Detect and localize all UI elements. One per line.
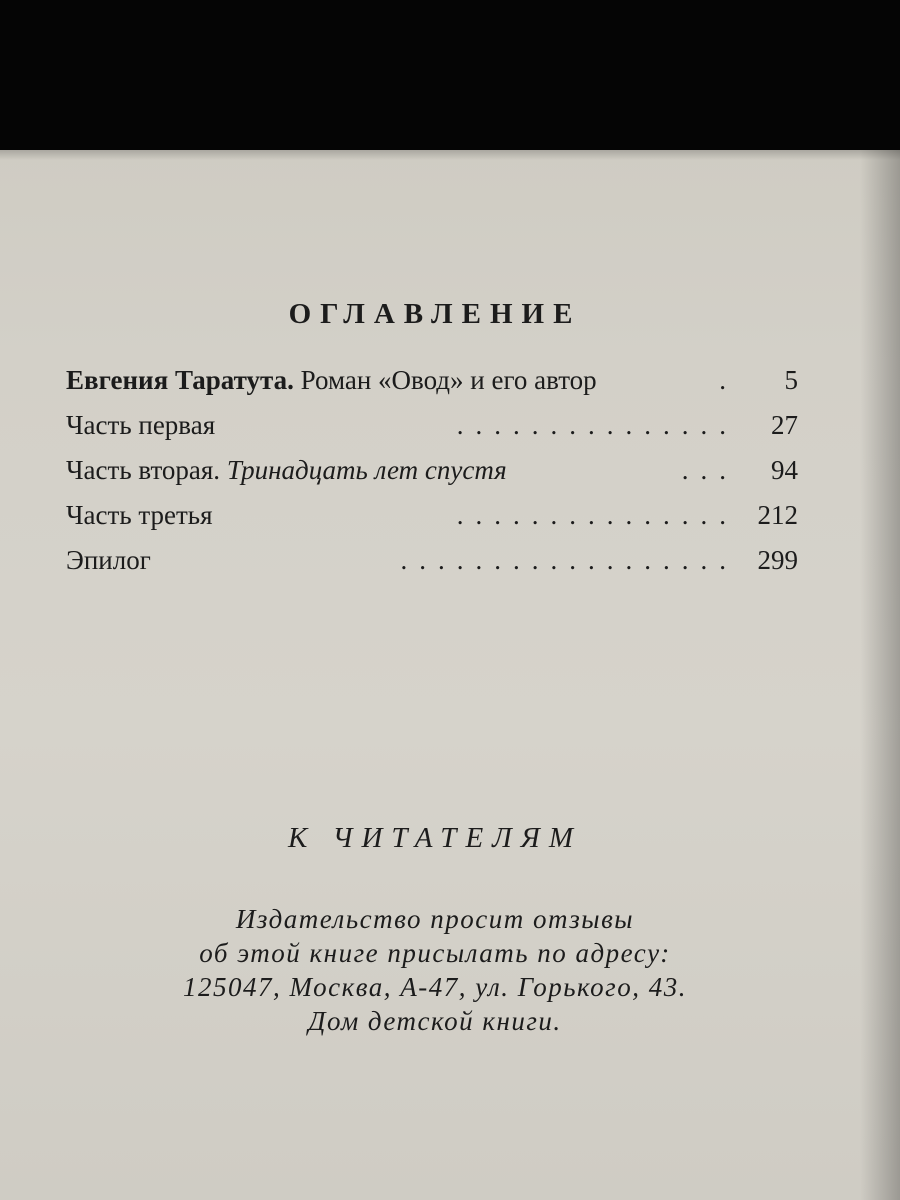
toc-leader-dots: ... [681, 455, 738, 485]
toc-heading: ОГЛАВЛЕНИЕ [288, 298, 582, 330]
readers-heading: К ЧИТАТЕЛЯМ [287, 822, 583, 854]
toc-entry-title: Эпилог [66, 545, 151, 575]
toc-entry-label [66, 365, 597, 396]
readers-notice [0, 902, 870, 1038]
toc-leader-dots: ............... [456, 500, 738, 530]
toc-page-number: 27 [771, 410, 798, 440]
toc-page-number: 212 [757, 500, 798, 530]
toc-entry-title: Роман «Овод» и его автор [293, 365, 597, 395]
toc-entry-title: Часть первая [66, 410, 216, 440]
toc-entry-title: Часть вторая. [66, 455, 227, 485]
toc-entry [66, 365, 798, 410]
toc-leader-dots: . [719, 365, 738, 395]
toc-leader-dots: .................. [400, 545, 738, 575]
toc-page-number: 5 [784, 365, 798, 395]
book-page [0, 150, 900, 1200]
toc-entry-label [66, 410, 215, 441]
toc-leader-dots: ............... [456, 410, 738, 440]
toc-entry [66, 500, 798, 545]
toc-entry-author: Евгения Таратута. [66, 365, 294, 395]
readers-notice-line: 125047, Москва, А-47, ул. Горького, 43. [183, 972, 687, 1002]
toc-entry [66, 455, 798, 500]
toc-entry-label [66, 545, 151, 576]
readers-notice-line: Дом детской книги. [308, 1006, 562, 1036]
page-top-shadow [0, 150, 900, 160]
toc-entry-title: Часть третья [66, 500, 213, 530]
toc-entry-subtitle: Тринадцать лет спустя [226, 455, 507, 485]
readers-notice-line: Издательство просит отзывы [235, 904, 635, 934]
toc-page-number: 299 [757, 545, 798, 575]
toc-entry [66, 545, 798, 590]
toc-entry-label [66, 455, 507, 486]
toc-entry [66, 410, 798, 455]
toc-page-number: 94 [771, 455, 798, 485]
toc-entry-label [66, 500, 213, 531]
table-of-contents [66, 365, 798, 590]
readers-notice-line: об этой книге присылать по адресу: [199, 938, 671, 968]
